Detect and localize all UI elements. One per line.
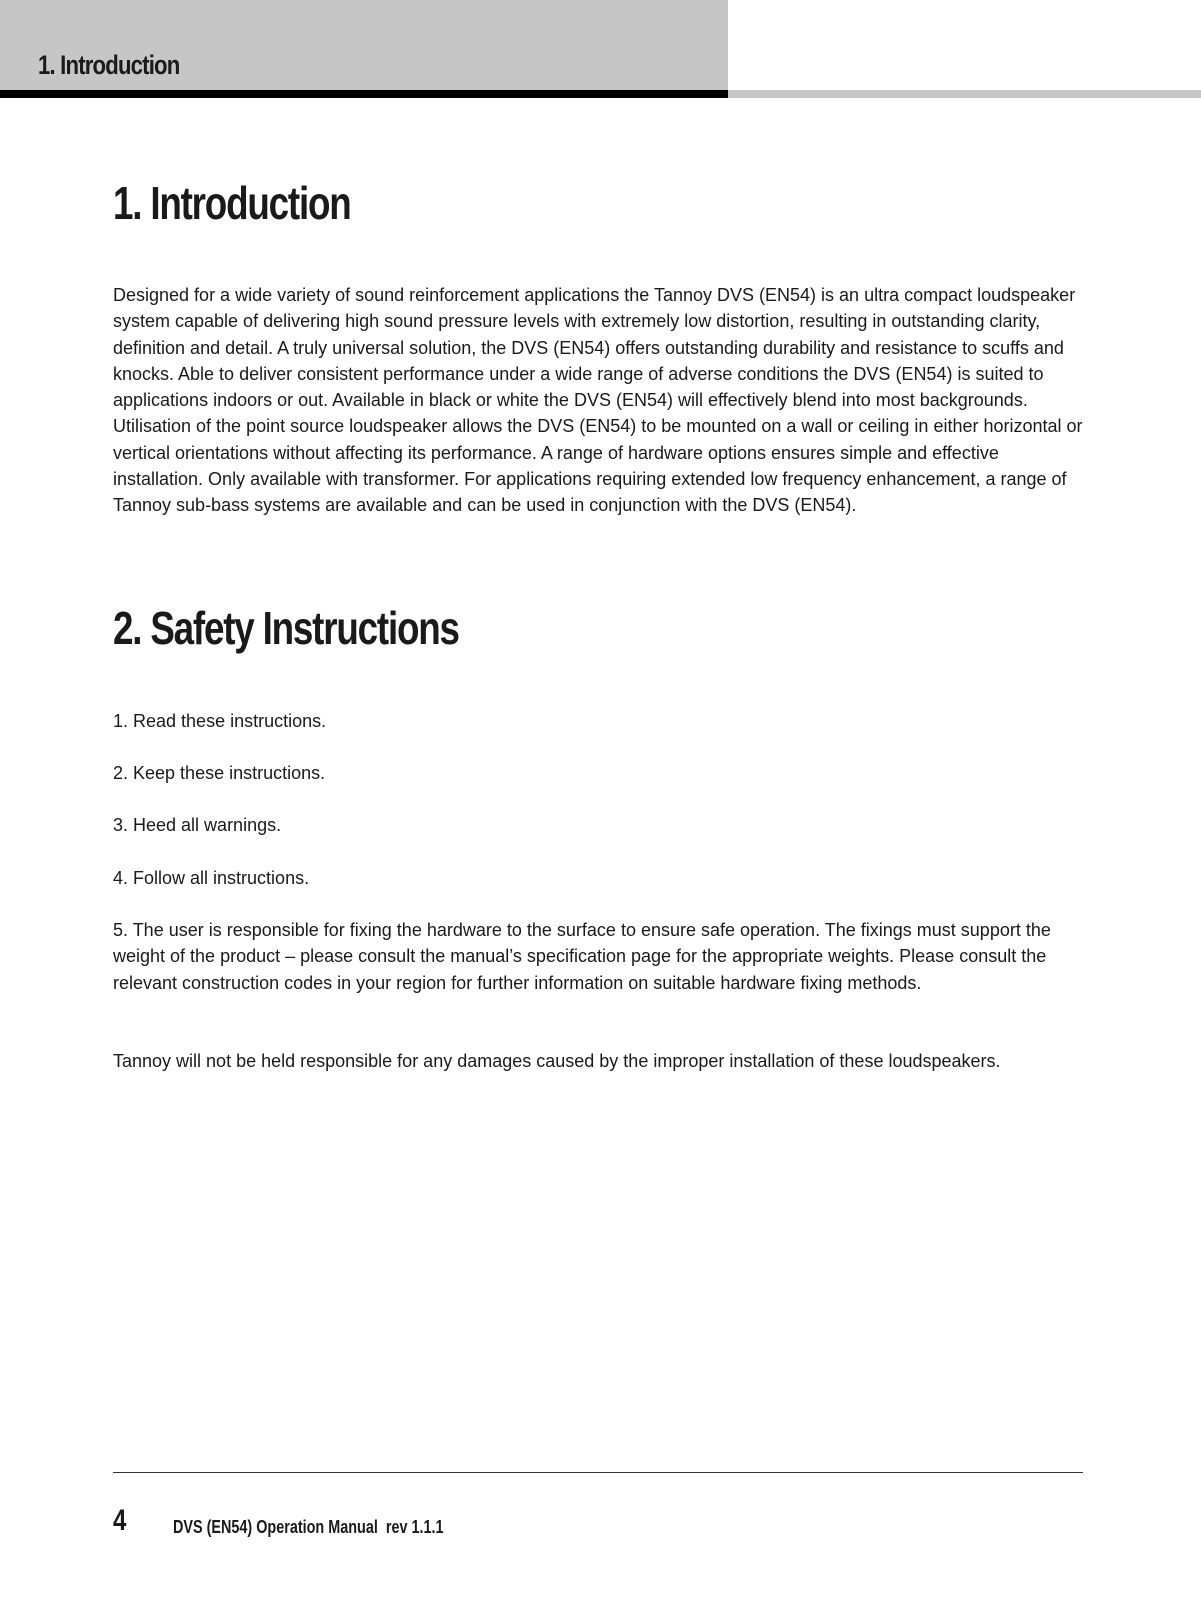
- safety-item: 4. Follow all instructions.: [113, 868, 310, 888]
- safety-heading: 2. Safety Instructions: [113, 602, 459, 654]
- footer-document-title: DVS (EN54) Operation Manual rev 1.1.1: [173, 1517, 444, 1537]
- safety-item: 2. Keep these instructions.: [113, 763, 326, 783]
- safety-item: 3. Heed all warnings.: [113, 815, 282, 835]
- page-number: 4: [113, 1504, 127, 1537]
- footer-rule: [113, 1472, 1083, 1473]
- safety-item: 5. The user is responsible for fixing the hardware to the surface to ensure safe operation. The fixings must support the weight of the product – please consult the manual’s specification page for the appropriate weights. Please consult the relevant construction codes in your region for further information on suitable hardware fixing methods.: [113, 920, 1051, 993]
- header-rule-dark: [0, 90, 728, 98]
- introduction-body: Designed for a wide variety of sound reinforcement applications the Tannoy DVS (EN54) is an ultra compact loudspeaker system capable of delivering high sound pressure levels with extremely low distortion, resulting in outstanding clarity, definition and detail. A truly universal solution, the DVS (EN54) offers outstanding durability and resistance to scuffs and knocks. Able to deliver consistent performance under a wide range of adverse conditions the DVS (EN54) is suited to applications indoors or out. Available in black or white the DVS (EN54) will effectively blend into most backgrounds. Utilisation of the point source loudspeaker allows the DVS (EN54) to be mounted on a wall or ceiling in either horizontal or vertical orientations without affecting its performance. A range of hardware options ensures simple and effective installation. Only available with transformer. For applications requiring extended low frequency enhancement, a range of Tannoy sub-bass systems are available and can be used in conjunction with the DVS (EN54).: [113, 285, 1083, 516]
- running-header-title: 1. Introduction: [38, 50, 180, 80]
- safety-item: 1. Read these instructions.: [113, 711, 327, 731]
- introduction-heading: 1. Introduction: [113, 177, 351, 229]
- safety-disclaimer: Tannoy will not be held responsible for any damages caused by the improper installation of these loudspeakers.: [113, 1051, 1001, 1071]
- header-rule-light: [728, 90, 1201, 98]
